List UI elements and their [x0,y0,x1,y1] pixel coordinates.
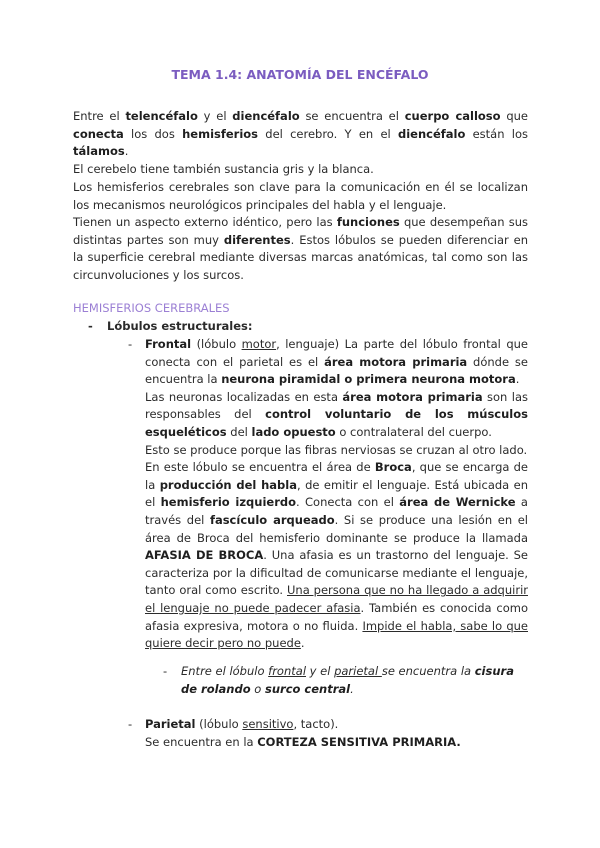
text: . Estos lóbulos se pueden diferenciar en la superficie cerebral mediante diversas marcas anatómicas, tal como son las circunvoluciones y los surcos. [73,232,528,282]
text: que desempeñan sus distintas partes son muy [73,215,528,247]
text: , de emitir el lenguaje. Está ubicada en el [145,477,529,510]
bold-text: Parietal [145,717,196,731]
text: . Si se produce una lesión en el área de Broca del hemisferio dominante se produce la llamada [145,512,528,545]
text: que [500,109,528,123]
bold-text: telencéfalo [125,109,198,123]
text: . Una afasia es un trastorno del lenguaje. Se caracteriza por la dificultad de comunicarse mediante el lenguaje, tanto oral como escrito. [145,548,528,598]
text: . También es conocida como afasia expresiva, motora o no fluida. [145,600,528,633]
text: , que se encarga de la [145,460,528,492]
text: Esto se produce porque las fibras nerviosas se cruzan al otro lado. [145,442,528,457]
bold-text: fascículo arqueado [209,512,335,527]
text: a través del [145,495,528,527]
text: , lenguaje) La parte del lóbulo frontal que conecta con el parietal es el [145,337,528,369]
text: y el [306,664,335,678]
text: del cerebro. Y en el [258,126,398,141]
text: o contralateral del cuerpo. [335,424,492,439]
text: (lóbulo [191,337,242,351]
text: . [300,636,305,651]
central-sulcus-note [181,663,528,698]
bold-text: diferentes [223,232,291,247]
underlined-text: motor [241,337,277,351]
bold-text: hemisferio izquierdo [160,495,296,510]
bold-text: área motora primaria [324,354,468,369]
text: y el [197,109,233,123]
text: son las responsables del [145,389,528,422]
text: , tacto). [293,717,339,731]
text: o [250,681,265,696]
sub-bullet-dash: - [128,717,133,731]
bold-text: producción del habla [159,477,297,492]
sub-bullet-dash: - [128,337,133,351]
text: Tienen un aspecto externo idéntico, pero las [73,215,337,230]
bold-text: área motora primaria [342,389,483,404]
underlined-text: parietal [334,664,382,678]
text: . Conecta con el [296,495,400,510]
bullet-dash: - [88,319,93,333]
text: El cerebelo tiene también sustancia gris y la blanca. [73,161,374,176]
text: . [515,372,520,387]
text: . [124,144,129,159]
hemispheres-paragraph [73,179,528,285]
bold-text: tálamos [73,144,125,159]
text: Las neuronas localizadas en esta [145,389,343,404]
text: Entre el lóbulo [181,664,269,678]
text: Entre el [73,109,126,123]
bold-text: surco central [265,681,351,696]
underlined-text: Impide el habla, sabe lo que quiere decir pero no puede [145,618,528,651]
bold-text: Broca [374,460,412,475]
bold-text: hemisferios [182,126,259,141]
bold-text: conecta [73,126,124,141]
bold-text: AFASIA DE BROCA [145,548,264,563]
page-title: TEMA 1.4: ANATOMÍA DEL ENCÉFALO [171,67,429,82]
text: se encuentra el [299,109,405,123]
text: se encuentra la [381,664,475,678]
note-dash: - [163,664,168,678]
bold-text: diencéfalo [397,126,466,141]
bold-text: neurona piramidal o primera neurona motora [221,372,516,387]
underlined-text: sensitivo [242,717,294,731]
text: En este lóbulo se encuentra el área de [145,460,375,475]
bold-text: área de Wernicke [399,495,516,510]
intro-paragraph [73,108,528,178]
bold-text: control voluntario de los músculos esqueléticos [145,407,528,439]
text: están los [465,126,528,141]
section-heading: HEMISFERIOS CEREBRALES [73,301,230,315]
text: Los hemisferios cerebrales son clave para la comunicación en él se localizan los mecanismos neurológicos principales del habla y el lenguaje. [73,180,528,212]
bold-text: cuerpo calloso [404,109,501,123]
parietal-lobe-item [145,716,528,751]
text: . [350,681,354,696]
bold-text: lado opuesto [251,424,336,439]
text: los dos [123,126,183,141]
bold-text: diencéfalo [232,109,300,123]
bold-text: funciones [336,215,400,230]
bullet-label: Lóbulos estructurales: [107,319,253,333]
underlined-text: Una persona que no ha llegado a adquirir el lenguaje no puede padecer afasia [145,583,528,615]
frontal-lobe-item [145,336,528,653]
underlined-text: frontal [268,664,307,678]
text: Se encuentra en la [145,734,258,749]
bold-text: CORTEZA SENSITIVA PRIMARIA. [257,734,461,749]
bold-text: Frontal [145,337,192,351]
text: dónde se encuentra la [145,354,528,387]
text: del [226,424,252,439]
bold-text: cisura de rolando [181,664,514,696]
text: (lóbulo [195,717,243,731]
